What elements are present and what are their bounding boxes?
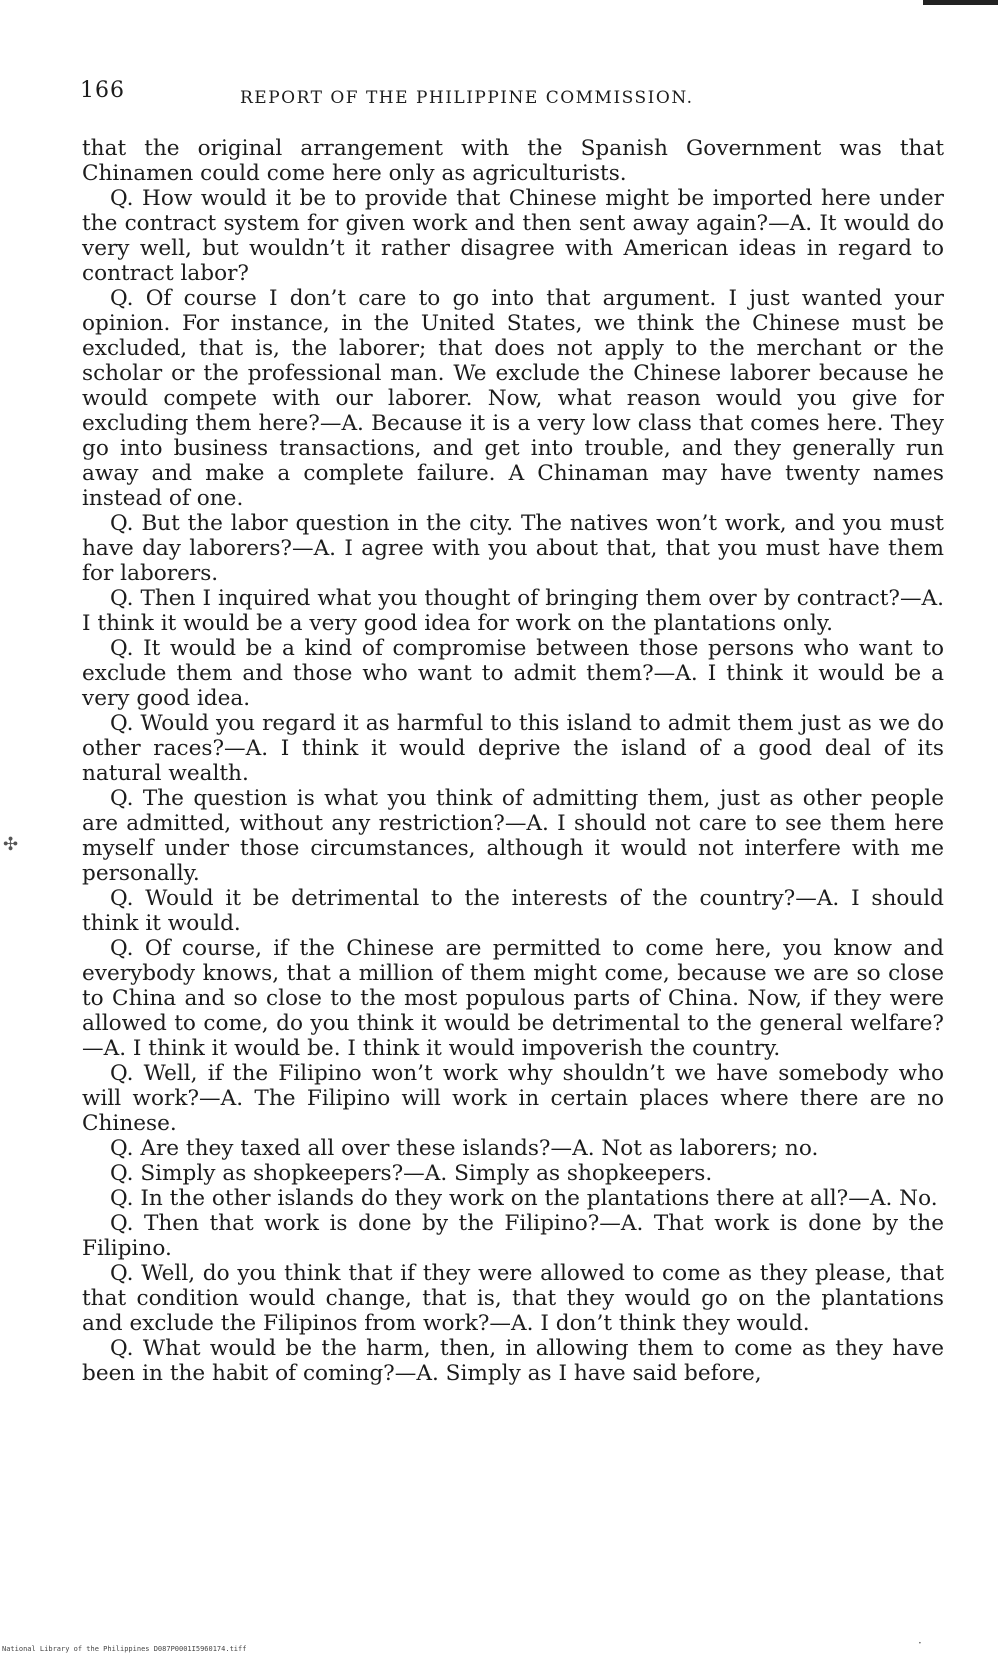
paragraph: Q. What would be the harm, then, in allowing them to come as they have been in the habit of coming?—A. Simply as I have said before, bbox=[82, 1336, 944, 1386]
paragraph: Q. Would it be detrimental to the interests of the country?—A. I should think it would. bbox=[82, 886, 944, 936]
paragraph: Q. Of course I don’t care to go into that argument. I just wanted your opinion. For instance, in the United States, we think the Chinese must be excluded, that is, the laborer; that does not apply to the merchant or the scholar or the professional man. We exclude the Chinese laborer because he would compete with our laborer. Now, what reason would you give for excluding them here?—A. Because it is a very low class that comes here. They go into business transactions, and get into trouble, and they generally run away and make a complete failure. A Chinaman may have twenty names instead of one. bbox=[82, 286, 944, 511]
paragraph: Q. Of course, if the Chinese are permitted to come here, you know and everybody knows, that a million of them might come, because we are so close to China and so close to the most populous parts of China. Now, if they were allowed to come, do you think it would be detrimental to the general welfare?—A. I think it would be. I think it would impoverish the country. bbox=[82, 936, 944, 1061]
paragraph: that the original arrangement with the Spanish Government was that Chinamen could come here only as agriculturists. bbox=[82, 136, 944, 186]
paragraph: Q. Then that work is done by the Filipino?—A. That work is done by the Filipino. bbox=[82, 1211, 944, 1261]
scan-credit: National Library of the Philippines D087P0001I5960174.tiff bbox=[2, 1645, 247, 1653]
paragraph: Q. It would be a kind of compromise between those persons who want to exclude them and those who want to admit them?—A. I think it would be a very good idea. bbox=[82, 636, 944, 711]
paragraph: Q. In the other islands do they work on the plantations there at all?—A. No. bbox=[110, 1186, 938, 1211]
paragraph: Q. Well, if the Filipino won’t work why shouldn’t we have somebody who will work?—A. The Filipino will work in certain places where there are no Chinese. bbox=[82, 1061, 944, 1136]
paragraph: Q. The question is what you think of admitting them, just as other people are admitted, without any restriction?—A. I should not care to see them here myself under those circumstances, although it would not interfere with me personally. bbox=[82, 786, 944, 886]
paragraph: Q. Would you regard it as harmful to this island to admit them just as we do other races?—A. I think it would deprive the island of a good deal of its natural wealth. bbox=[82, 711, 944, 786]
paragraph: Q. How would it be to provide that Chinese might be imported here under the contract system for given work and then sent away again?—A. It would do very well, but wouldn’t it rather disagree with American ideas in regard to contract labor? bbox=[82, 186, 944, 286]
paragraph: Q. Simply as shopkeepers?—A. Simply as shopkeepers. bbox=[110, 1161, 713, 1186]
scan-speck-icon: · bbox=[918, 1636, 922, 1650]
margin-speck-icon: ✣ bbox=[3, 834, 19, 855]
paragraph: Q. Well, do you think that if they were allowed to come as they please, that that condition would change, that is, that they would go on the plantations and exclude the Filipinos from work?—A. I don’t think they would. bbox=[82, 1261, 944, 1336]
scan-edge-mark bbox=[923, 0, 998, 5]
page-number: 166 bbox=[80, 78, 125, 103]
paragraph: Q. But the labor question in the city. The natives won’t work, and you must have day laborers?—A. I agree with you about that, that you must have them for laborers. bbox=[82, 511, 944, 586]
running-title: REPORT OF THE PHILIPPINE COMMISSION. bbox=[240, 88, 694, 108]
paragraph: Q. Then I inquired what you thought of bringing them over by contract?—A. I think it would be a very good idea for work on the plantations only. bbox=[82, 586, 944, 636]
page-body bbox=[82, 136, 944, 1386]
paragraph: Q. Are they taxed all over these islands?—A. Not as laborers; no. bbox=[110, 1136, 819, 1161]
